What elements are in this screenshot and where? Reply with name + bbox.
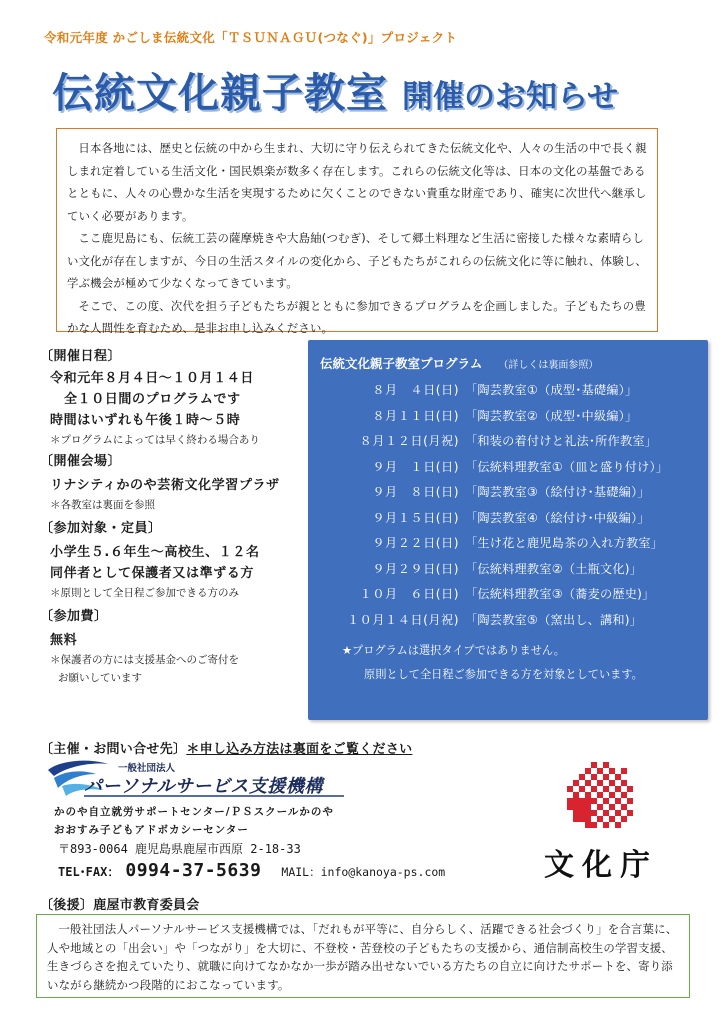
mail-address[interactable]: MAIL：info@kanoya-ps.com [281, 865, 446, 879]
target-line-1: 小学生５.６年生～高校生、１２名 [50, 545, 260, 560]
program-name: 「生け花と鹿児島茶の入れ方教室」 [465, 536, 664, 550]
tel-label: TEL･FAX： [58, 865, 120, 879]
program-name: 「伝統料理教室③（蕎麦の歴史)」 [465, 587, 655, 601]
program-row [320, 506, 696, 532]
schedule-dates: 令和元年８月４日～１０月１４日 [50, 371, 255, 386]
program-name: 「陶芸教室③（絵付け･基礎編）」 [465, 485, 650, 499]
program-date: ８月 ４日(日) [372, 383, 459, 397]
title-main: 伝統文化親子教室 [52, 69, 388, 117]
fee-heading: 〔参加費〕 [40, 609, 108, 624]
contact-heading-label: 〔主催・お問い合せ先〕 [40, 742, 187, 757]
intro-paragraph-2: ここ鹿児島にも、伝統工芸の薩摩焼きや大島紬(つむぎ)、そして郷土料理など生活に密接した様々な素晴らしい文化が存在しますが、今日の生活スタイルの変化から、子どもたちがこれらの伝統文化に等に触れ、体験し、学ぶ機会が極めて少なくなってきています。 [67, 231, 647, 290]
schedule-note: ＊プログラムによっては早く終わる場合あり [50, 434, 260, 446]
tel-line [58, 860, 445, 881]
schedule-heading: 〔開催日程〕 [40, 349, 122, 364]
intro-paragraph-3: そこで、この度、次代を担う子どもたちが親とともに参加できるプログラムを企画しました。子どもたちの豊かな人間性を育むため、是非お申し込みください。 [67, 298, 646, 335]
program-row [320, 608, 696, 634]
tel-number[interactable]: 0994-37-5639 [125, 860, 262, 881]
program-row [320, 582, 696, 608]
contact-heading [40, 738, 412, 757]
page-title [52, 60, 618, 119]
target-heading: 〔参加対象・定員〕 [40, 521, 162, 536]
sponsor: 〔後援〕鹿屋市教育委員会 [40, 898, 200, 913]
schedule-days: 全１０日間のプログラムです [64, 392, 241, 407]
program-row [320, 531, 696, 557]
program-title-note: （詳しくは裏面参照） [498, 360, 599, 371]
target-note: ＊原則として全日程ご参加できる方のみ [50, 587, 239, 599]
program-row [320, 378, 696, 404]
program-date: １０月 ６日(日) [359, 587, 459, 601]
org-name: パーソナルサービス支援機構 [84, 776, 323, 797]
program-title [320, 354, 696, 378]
program-row [320, 404, 696, 430]
target-line-2: 同伴者として保護者又は準ずる方 [50, 566, 255, 581]
program-row [320, 557, 696, 583]
program-row [320, 480, 696, 506]
program-date: １０月１４日(月祝) [346, 612, 459, 627]
venue-heading: 〔開催会場〕 [40, 454, 122, 469]
program-name: 「伝統料理教室①（皿と盛り付け）」 [465, 459, 669, 474]
program-name: 「和装の着付けと礼法･所作教室」 [465, 434, 658, 448]
program-box [308, 340, 708, 720]
footer-text: 一般社団法人パーソナルサービス支援機構では、「だれもが平等に、自分らしく、活躍できる社会づくり」を合言葉に、人や地域との「出会い」や「つながり」を大切に、不登校・苦登校の子どもたちの支援から、通信制高校生の学習支援、生きづらさを抱えていたり、就職に向けてなかなか一歩が踏み出せないでいる方たちの自立に向けたサポートを、寄り添いながら継続かつ段階的におこなっています。 [47, 922, 678, 992]
program-name: 「陶芸教室④（絵付け･中級編）」 [465, 510, 650, 525]
program-row [320, 455, 696, 481]
program-date: ９月２９日(日) [372, 561, 459, 576]
program-row [320, 429, 696, 455]
program-name: 「陶芸教室⑤（窯出し、講和)」 [465, 612, 643, 627]
program-date: ８月１２日(月祝) [359, 434, 459, 448]
program-name: 「陶芸教室①（成型･基礎編）」 [465, 383, 638, 397]
center-line-2: おおすみ子どもアドボカシーセンター [54, 824, 249, 836]
venue-note: ＊各教室は裏面を参照 [50, 499, 155, 511]
program-name: 「伝統料理教室②（土瓶文化)」 [465, 561, 643, 576]
intro-paragraph-1: 日本各地には、歴史と伝統の中から生まれ、大切に守り伝えられてきた伝統文化や、人々の生活の中で長く親しまれ定着している生活文化・国民娯楽が数多く存在します。これらの伝統文化等は、日本の文化の基盤であるとともに、人々の心豊かな生活を実現するために欠くことのできない貴重な財産であり、確実に次世代へ継承していく必要があります。 [67, 141, 647, 223]
intro-box [56, 128, 658, 335]
project-tagline: 令和元年度 かごしま伝統文化「ＴＳＵＮＡＧＵ(つなぐ)」プロジェクト [44, 30, 458, 45]
fee-value: 無料 [50, 633, 78, 648]
program-note-1: ★プログラムは選択タイプではありません。 [342, 644, 565, 657]
fee-note-1: ＊保護者の方には支援基金へのご寄付を [50, 654, 239, 666]
program-name: 「陶芸教室②（成型･中級編）」 [465, 408, 638, 423]
org-type: 一般社団法人 [118, 763, 176, 774]
bunka-logo-text: 文化庁 [544, 848, 658, 883]
event-details [40, 346, 304, 687]
program-date: ９月 １日(日) [372, 459, 459, 474]
program-date: ８月１１日(日) [372, 408, 459, 423]
title-sub: 開催のお知らせ [402, 79, 619, 115]
program-note-2: 原則として全日程ご参加できる方を対象としています。 [364, 668, 643, 681]
program-date: ９月１５日(日) [372, 510, 459, 525]
program-date: ９月２２日(日) [372, 536, 459, 550]
center-line-1: かのや自立就労サポートセンター/ＰＳスクールかのや [54, 806, 334, 818]
schedule-time: 時間はいずれも午後１時～５時 [50, 413, 241, 428]
address: 〒893-0064 鹿児島県鹿屋市西原 2-18-33 [58, 842, 301, 856]
footer-box [36, 914, 690, 998]
fee-note-2: お願いしています [58, 672, 142, 684]
program-title-text: 伝統文化親子教室プログラム [320, 356, 483, 371]
program-date: ９月 ８日(日) [372, 485, 459, 499]
apply-note: ＊申し込み方法は裏面をご覧ください [186, 742, 413, 757]
venue-name: リナシティかのや芸術文化学習プラザ [50, 478, 280, 493]
